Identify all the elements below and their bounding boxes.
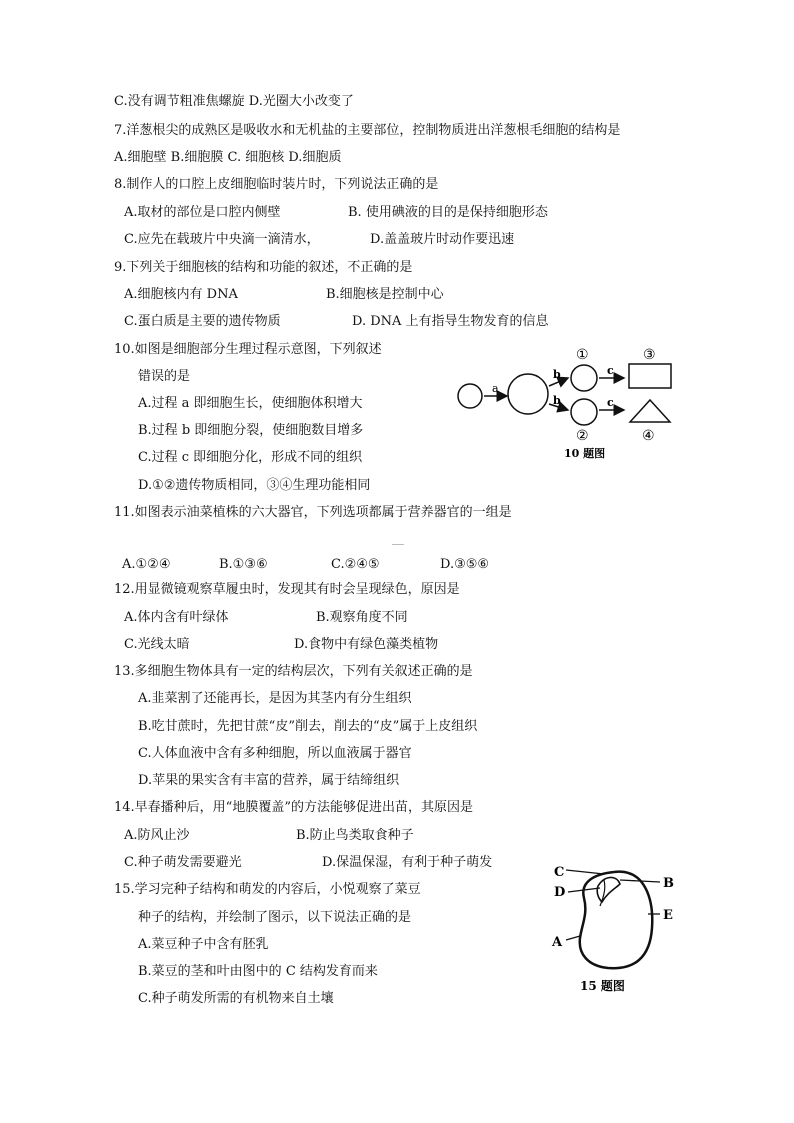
q13-option-b: B.吃甘蔗时，先把甘蔗“皮”削去，削去的“皮”属于上皮组织 [138, 719, 478, 734]
label-C: C [554, 865, 565, 880]
q8-stem: 8.制作人的口腔上皮细胞临时装片时，下列说法正确的是 [114, 177, 439, 192]
q14-option-d: D.保温保湿，有利于种子萌发 [322, 855, 493, 870]
q9-option-c: C.蛋白质是主要的遗传物质 [124, 314, 281, 329]
q12-option-b: B.观察角度不同 [316, 610, 408, 625]
q10-option-c: C.过程 c 即细胞分化，形成不同的组织 [138, 450, 363, 465]
label-4: ④ [642, 428, 655, 444]
q14-option-c: C.种子萌发需要避光 [124, 855, 242, 870]
q9-option-d: D. DNA 上有指导生物发育的信息 [352, 314, 549, 329]
q11-stem: 11.如图表示油菜植株的六大器官，下列选项都属于营养器官的一组是 [114, 505, 512, 520]
q13-option-d: D.苹果的果实含有丰富的营养，属于结缔组织 [138, 773, 400, 788]
label-1: ① [576, 347, 589, 363]
q10-option-b: B.过程 b 即细胞分裂，使细胞数目增多 [138, 423, 364, 438]
figure-10-cell-process [452, 342, 692, 462]
cell-2 [571, 399, 597, 425]
q8-option-c: C.应先在载玻片中央滴一滴清水， [124, 232, 320, 247]
q12-stem: 12.用显微镜观察草履虫时，发现其有时会呈现绿色，原因是 [114, 582, 460, 597]
q13-stem: 13.多细胞生物体具有一定的结构层次，下列有关叙述正确的是 [114, 664, 473, 679]
seed-outline [580, 872, 652, 969]
q11-option-b: B.①③⑥ [219, 557, 268, 572]
q10-option-a: A.过程 a 即细胞生长，使细胞体积增大 [138, 396, 363, 411]
figure-15-caption: 15 题图 [580, 979, 625, 993]
q8-option-b: B. 使用碘液的目的是保持细胞形态 [348, 205, 548, 220]
q8-option-d: D.盖盖玻片时动作要迅速 [370, 232, 515, 247]
q10-stem: 10.如图是细胞部分生理过程示意图，下列叙述 [114, 342, 382, 357]
q9-stem: 9.下列关于细胞核的结构和功能的叙述，不正确的是 [114, 260, 413, 275]
q15-option-a: A.菜豆种子中含有胚乳 [138, 937, 269, 952]
q15-option-b: B.菜豆的茎和叶由图中的 C 结构发育而来 [138, 964, 378, 979]
q15-stem: 15.学习完种子结构和萌发的内容后，小悦观察了菜豆 [114, 882, 421, 897]
q10-option-d: D.①②遗传物质相同，③④生理功能相同 [138, 478, 371, 493]
q13-option-a: A.韭菜割了还能再长，是因为其茎内有分生组织 [138, 691, 412, 706]
q7-options: A.细胞壁 B.细胞膜 C. 细胞核 D.细胞质 [114, 150, 342, 165]
q14-option-b: B.防止鸟类取食种子 [296, 828, 414, 843]
label-c-lower: c [607, 396, 614, 409]
label-3: ③ [643, 347, 656, 363]
q11-option-a: A.①②④ [122, 557, 171, 572]
label-b-upper: b [553, 368, 561, 381]
figure-15-bean-seed [544, 858, 684, 998]
cell-small [458, 384, 482, 408]
label-E: E [663, 908, 673, 923]
q14-stem: 14.早春播种后，用“地膜覆盖”的方法能够促进出苗，其原因是 [114, 800, 473, 815]
q8-option-a: A.取材的部位是口腔内侧壁 [124, 205, 281, 220]
q9-option-b: B.细胞核是控制中心 [326, 287, 444, 302]
q12-option-d: D.食物中有绿色藻类植物 [294, 637, 439, 652]
cell-large [508, 374, 548, 414]
label-2: ② [576, 428, 589, 444]
q11-option-d: D.③⑤⑥ [440, 557, 490, 572]
q10-stem-2: 错误的是 [138, 369, 191, 384]
figure-11-placeholder [392, 544, 404, 545]
q11-option-c: C.②④⑤ [331, 557, 380, 572]
q9-option-a: A.细胞核内有 DNA [124, 287, 238, 302]
q12-option-a: A.体内含有叶绿体 [124, 610, 229, 625]
q13-option-c: C.人体血液中含有多种细胞，所以血液属于器官 [138, 746, 412, 761]
label-c-upper: c [607, 364, 614, 377]
figure-10-caption: 10 题图 [564, 447, 606, 460]
label-A: A [552, 935, 563, 950]
q7-stem: 7.洋葱根尖的成熟区是吸收水和无机盐的主要部位，控制物质进出洋葱根毛细胞的结构是 [114, 123, 621, 138]
q15-stem-2: 种子的结构，并绘制了图示，以下说法正确的是 [138, 910, 412, 925]
shape-triangle [630, 400, 670, 422]
shape-rectangle [629, 364, 671, 388]
q14-option-a: A.防风止沙 [124, 828, 190, 843]
seed-embryo [597, 877, 620, 902]
label-b-lower: b [553, 394, 561, 407]
label-B: B [663, 876, 674, 891]
label-D: D [554, 885, 566, 900]
q15-option-c: C.种子萌发所需的有机物来自土壤 [138, 991, 334, 1006]
label-a: a [492, 382, 499, 395]
q6-continuation: C.没有调节粗准焦螺旋 D.光圈大小改变了 [114, 94, 354, 109]
q12-option-c: C.光线太暗 [124, 637, 190, 652]
cell-1 [571, 365, 597, 391]
